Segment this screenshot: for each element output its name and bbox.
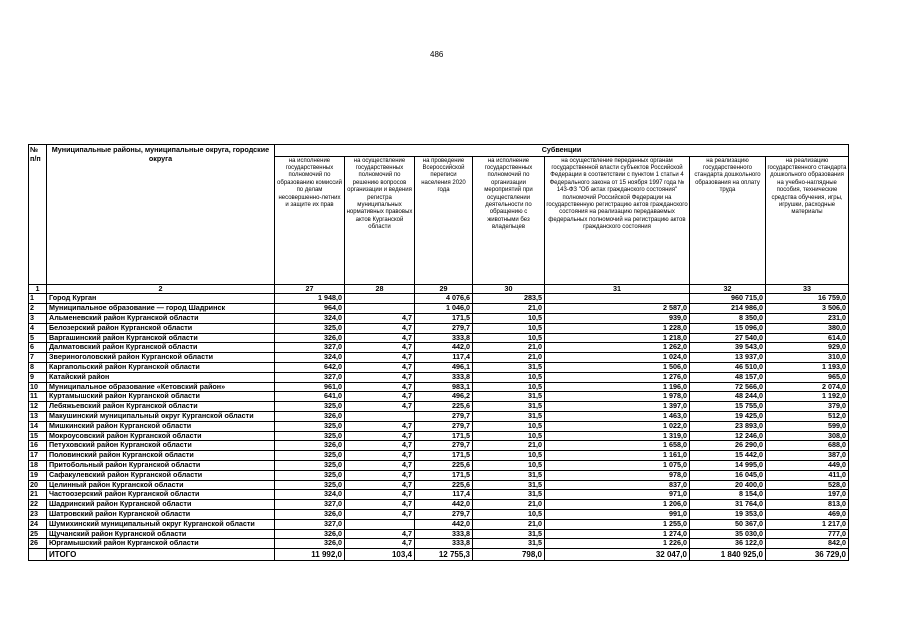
value-cell: 326,0 [275,529,345,539]
value-cell: 10,5 [473,509,545,519]
value-cell: 4,7 [345,470,415,480]
value-cell: 325,0 [275,470,345,480]
value-cell: 325,0 [275,451,345,461]
value-cell: 48 157,0 [690,372,766,382]
value-cell: 279,7 [415,411,473,421]
value-cell: 961,0 [275,382,345,392]
value-cell: 326,0 [275,441,345,451]
value-cell: 10,5 [473,323,545,333]
value-cell: 642,0 [275,362,345,372]
total-value: 1 840 925,0 [690,549,766,561]
row-number: 21 [29,490,47,500]
value-cell: 14 995,0 [690,460,766,470]
value-cell: 21,0 [473,441,545,451]
table-row [29,372,849,382]
value-cell: 2 074,0 [766,382,849,392]
column-numbers-row [29,284,849,294]
column-number: 33 [766,284,849,294]
table-row [29,470,849,480]
value-cell: 35 030,0 [690,529,766,539]
value-cell: 4,7 [345,372,415,382]
value-cell: 1 276,0 [545,372,690,382]
value-cell: 1 075,0 [545,460,690,470]
value-cell: 117,4 [415,353,473,363]
municipality-name: Шумихинский муниципальный округ Курганской области [47,519,275,529]
municipality-name: Петуховский район Курганской области [47,441,275,451]
value-cell: 449,0 [766,460,849,470]
value-cell: 225,6 [415,402,473,412]
value-cell [345,294,415,304]
municipality-name: Далматовский район Курганской области [47,343,275,353]
municipality-name: Юргамышский район Курганской области [47,539,275,549]
value-cell: 15 755,0 [690,402,766,412]
value-cell: 469,0 [766,509,849,519]
value-cell: 3 506,0 [766,304,849,314]
value-cell: 326,0 [275,539,345,549]
value-cell: 27 540,0 [690,333,766,343]
table-row [29,490,849,500]
column-number: 1 [29,284,47,294]
value-cell: 326,0 [275,411,345,421]
municipality-name: Город Курган [47,294,275,304]
value-cell: 225,6 [415,480,473,490]
column-number: 29 [415,284,473,294]
value-cell: 19 425,0 [690,411,766,421]
row-number: 1 [29,294,47,304]
total-value: 12 755,3 [415,549,473,561]
value-cell: 379,0 [766,402,849,412]
row-number: 2 [29,304,47,314]
row-number: 23 [29,509,47,519]
value-cell: 324,0 [275,313,345,323]
value-cell: 31 764,0 [690,500,766,510]
value-cell: 1 193,0 [766,362,849,372]
header-subcol: на осуществление переданных органам государственной власти субъектов Российской Федерации в соответствии с пунктом 1 статьи 4 Федерального закона от 15 ноября 1997 года № 143-ФЗ "Об актах гражданского состояния" полномочий Российской Федерации на государственную регистрацию актов гражданского состояния на реализацию передаваемых федеральных полномочий на регистрацию актов гражданского состояния [545,156,690,284]
value-cell: 939,0 [545,313,690,323]
value-cell: 777,0 [766,529,849,539]
value-cell: 929,0 [766,343,849,353]
value-cell: 21,0 [473,519,545,529]
value-cell: 1 024,0 [545,353,690,363]
value-cell: 324,0 [275,353,345,363]
value-cell: 528,0 [766,480,849,490]
value-cell: 26 290,0 [690,441,766,451]
total-value: 36 729,0 [766,549,849,561]
value-cell: 4,7 [345,313,415,323]
row-number: 25 [29,529,47,539]
value-cell: 10,5 [473,451,545,461]
header-subcol: на реализацию государственного стандарта дошкольного образования на оплату труда [690,156,766,284]
total-row [29,549,849,561]
value-cell: 333,8 [415,333,473,343]
row-number: 15 [29,431,47,441]
table-row [29,333,849,343]
value-cell: 31,5 [473,392,545,402]
municipality-name: Целинный район Курганской области [47,480,275,490]
table-row [29,402,849,412]
municipality-name: Варгашинский район Курганской области [47,333,275,343]
total-label: ИТОГО [47,549,275,561]
municipality-name: Куртамышский район Курганской области [47,392,275,402]
table-row [29,362,849,372]
total-value: 103,4 [345,549,415,561]
value-cell: 4,7 [345,431,415,441]
value-cell: 31,5 [473,411,545,421]
value-cell: 1 206,0 [545,500,690,510]
value-cell: 1 463,0 [545,411,690,421]
value-cell: 21,0 [473,500,545,510]
row-number: 19 [29,470,47,480]
header-subcol: на реализацию государственного стандарта дошкольного образования на учебно-наглядные пособия, технические средства обучения, игры, игрушки, расходные материалы [766,156,849,284]
value-cell: 978,0 [545,470,690,480]
value-cell: 19 353,0 [690,509,766,519]
value-cell: 327,0 [275,343,345,353]
value-cell: 326,0 [275,509,345,519]
municipality-name: Мокроусовский район Курганской области [47,431,275,441]
value-cell: 4,7 [345,392,415,402]
value-cell: 991,0 [545,509,690,519]
value-cell: 12 246,0 [690,431,766,441]
value-cell: 4,7 [345,480,415,490]
value-cell: 171,5 [415,470,473,480]
header-subcol: на исполнение государственных полномочий по образованию комиссий по делам несовершенно-летних и защите их прав [275,156,345,284]
value-cell: 813,0 [766,500,849,510]
table-row [29,509,849,519]
value-cell: 512,0 [766,411,849,421]
value-cell: 325,0 [275,460,345,470]
row-number: 17 [29,451,47,461]
column-number: 32 [690,284,766,294]
value-cell: 442,0 [415,343,473,353]
value-cell: 21,0 [473,343,545,353]
municipality-name: Муниципальное образование — город Шадринск [47,304,275,314]
municipality-name: Макушинский муниципальный округ Курганской области [47,411,275,421]
value-cell: 4,7 [345,382,415,392]
value-cell: 837,0 [545,480,690,490]
value-cell: 1 978,0 [545,392,690,402]
value-cell: 1 161,0 [545,451,690,461]
value-cell: 310,0 [766,353,849,363]
value-cell: 2 587,0 [545,304,690,314]
municipality-name: Частоозерский район Курганской области [47,490,275,500]
row-number: 24 [29,519,47,529]
value-cell: 48 244,0 [690,392,766,402]
value-cell: 326,0 [275,333,345,343]
value-cell: 31,5 [473,402,545,412]
column-number: 27 [275,284,345,294]
row-number: 6 [29,343,47,353]
value-cell: 333,8 [415,539,473,549]
value-cell: 4,7 [345,539,415,549]
municipality-name: Каргапольский район Курганской области [47,362,275,372]
value-cell [345,519,415,529]
value-cell: 4,7 [345,451,415,461]
row-number: 16 [29,441,47,451]
value-cell: 325,0 [275,431,345,441]
value-cell: 4,7 [345,529,415,539]
value-cell: 325,0 [275,480,345,490]
value-cell: 1 948,0 [275,294,345,304]
total-value: 32 047,0 [545,549,690,561]
value-cell: 31,5 [473,470,545,480]
table-row [29,500,849,510]
header-subcol: на проведение Всероссийской переписи населения 2020 года [415,156,473,284]
municipality-name: Шатровский район Курганской области [47,509,275,519]
value-cell: 15 096,0 [690,323,766,333]
value-cell: 496,1 [415,362,473,372]
table-row [29,460,849,470]
value-cell: 308,0 [766,431,849,441]
value-cell: 4,7 [345,460,415,470]
header-subcol: на осуществление государственных полномочий по решению вопросов организации и ведения регистра муниципальных нормативных правовых актов Курганской области [345,156,415,284]
table-row [29,421,849,431]
table-row [29,382,849,392]
value-cell: 31,5 [473,539,545,549]
table-row [29,411,849,421]
value-cell: 214 986,0 [690,304,766,314]
value-cell: 46 510,0 [690,362,766,372]
value-cell: 1 506,0 [545,362,690,372]
value-cell: 50 367,0 [690,519,766,529]
value-cell: 842,0 [766,539,849,549]
value-cell: 13 937,0 [690,353,766,363]
value-cell: 325,0 [275,402,345,412]
value-cell: 10,5 [473,313,545,323]
subventions-table [28,144,849,561]
value-cell: 688,0 [766,441,849,451]
value-cell: 171,5 [415,313,473,323]
municipality-name: Звериноголовский район Курганской области [47,353,275,363]
value-cell: 1 319,0 [545,431,690,441]
table-row [29,353,849,363]
value-cell: 327,0 [275,519,345,529]
value-cell: 1 218,0 [545,333,690,343]
value-cell: 983,1 [415,382,473,392]
value-cell: 324,0 [275,490,345,500]
table-row [29,539,849,549]
value-cell: 4,7 [345,353,415,363]
row-number: 26 [29,539,47,549]
table-row [29,392,849,402]
value-cell: 10,5 [473,460,545,470]
municipality-name: Притобольный район Курганской области [47,460,275,470]
value-cell: 21,0 [473,304,545,314]
value-cell: 279,7 [415,323,473,333]
value-cell: 1 192,0 [766,392,849,402]
value-cell: 325,0 [275,323,345,333]
row-number: 8 [29,362,47,372]
value-cell: 10,5 [473,382,545,392]
value-cell: 442,0 [415,519,473,529]
value-cell: 10,5 [473,421,545,431]
row-number: 3 [29,313,47,323]
value-cell: 327,0 [275,372,345,382]
value-cell: 442,0 [415,500,473,510]
value-cell: 117,4 [415,490,473,500]
value-cell: 1 226,0 [545,539,690,549]
value-cell: 31,5 [473,490,545,500]
table-row [29,304,849,314]
row-number: 13 [29,411,47,421]
value-cell [345,304,415,314]
row-number: 4 [29,323,47,333]
value-cell: 965,0 [766,372,849,382]
value-cell: 4,7 [345,490,415,500]
value-cell: 283,5 [473,294,545,304]
value-cell: 15 442,0 [690,451,766,461]
row-number: 9 [29,372,47,382]
row-number: 12 [29,402,47,412]
row-number: 7 [29,353,47,363]
value-cell: 964,0 [275,304,345,314]
total-value: 798,0 [473,549,545,561]
table-row [29,529,849,539]
table-row [29,441,849,451]
header-municipality: Муниципальные районы, муниципальные округа, городские округа [47,145,275,285]
value-cell: 614,0 [766,333,849,343]
value-cell: 971,0 [545,490,690,500]
municipality-name: Катайский район [47,372,275,382]
value-cell: 72 566,0 [690,382,766,392]
value-cell: 1 022,0 [545,421,690,431]
column-number: 31 [545,284,690,294]
value-cell: 4,7 [345,441,415,451]
value-cell: 4,7 [345,509,415,519]
municipality-name: Лебяжьевский район Курганской области [47,402,275,412]
value-cell: 4,7 [345,343,415,353]
value-cell: 1 274,0 [545,529,690,539]
value-cell: 4 076,6 [415,294,473,304]
municipality-name: Белозерский район Курганской области [47,323,275,333]
row-number: 22 [29,500,47,510]
table-row [29,343,849,353]
value-cell: 333,8 [415,372,473,382]
value-cell: 496,2 [415,392,473,402]
row-number: 20 [29,480,47,490]
row-number: 14 [29,421,47,431]
value-cell: 231,0 [766,313,849,323]
value-cell: 197,0 [766,490,849,500]
value-cell: 641,0 [275,392,345,402]
row-number: 18 [29,460,47,470]
value-cell: 960 715,0 [690,294,766,304]
value-cell: 1 255,0 [545,519,690,529]
value-cell: 1 262,0 [545,343,690,353]
municipality-name: Шадринский район Курганской области [47,500,275,510]
value-cell: 325,0 [275,421,345,431]
value-cell: 4,7 [345,362,415,372]
value-cell: 279,7 [415,441,473,451]
value-cell: 4,7 [345,500,415,510]
value-cell: 8 350,0 [690,313,766,323]
value-cell: 31,5 [473,362,545,372]
value-cell: 4,7 [345,333,415,343]
value-cell: 10,5 [473,431,545,441]
value-cell: 10,5 [473,333,545,343]
value-cell: 1 217,0 [766,519,849,529]
value-cell: 20 400,0 [690,480,766,490]
municipality-name: Мишкинский район Курганской области [47,421,275,431]
municipality-name: Альменевский район Курганской области [47,313,275,323]
table-row [29,323,849,333]
table-row [29,480,849,490]
value-cell [345,411,415,421]
value-cell: 4,7 [345,421,415,431]
table-row [29,294,849,304]
value-cell: 387,0 [766,451,849,461]
header-subventions: Субвенции [275,145,849,157]
value-cell: 225,6 [415,460,473,470]
municipality-name: Щучанский район Курганской области [47,529,275,539]
value-cell: 39 543,0 [690,343,766,353]
value-cell: 279,7 [415,421,473,431]
table-row [29,431,849,441]
value-cell: 16 045,0 [690,470,766,480]
value-cell: 1 228,0 [545,323,690,333]
value-cell [545,294,690,304]
value-cell: 1 196,0 [545,382,690,392]
value-cell: 380,0 [766,323,849,333]
row-number: 5 [29,333,47,343]
column-number: 2 [47,284,275,294]
value-cell: 4,7 [345,323,415,333]
column-number: 30 [473,284,545,294]
column-number: 28 [345,284,415,294]
value-cell: 21,0 [473,353,545,363]
table-row [29,519,849,529]
municipality-name: Сафакулевский район Курганской области [47,470,275,480]
value-cell: 31,5 [473,480,545,490]
header-number: № п/п [29,145,47,285]
value-cell: 23 893,0 [690,421,766,431]
value-cell: 8 154,0 [690,490,766,500]
value-cell: 36 122,0 [690,539,766,549]
table-row [29,451,849,461]
page-number: 486 [430,50,444,59]
total-index-cell [29,549,47,561]
municipality-name: Муниципальное образование «Кетовский район» [47,382,275,392]
value-cell: 171,5 [415,431,473,441]
value-cell: 4,7 [345,402,415,412]
row-number: 11 [29,392,47,402]
value-cell: 10,5 [473,372,545,382]
table-row [29,313,849,323]
value-cell: 599,0 [766,421,849,431]
municipality-name: Половинский район Курганской области [47,451,275,461]
value-cell: 171,5 [415,451,473,461]
value-cell: 31,5 [473,529,545,539]
value-cell: 1 658,0 [545,441,690,451]
total-value: 11 992,0 [275,549,345,561]
header-subcol: на исполнение государственных полномочий по организации мероприятий при осуществлении деятельности по обращению с животными без владельцев [473,156,545,284]
value-cell: 333,8 [415,529,473,539]
row-number: 10 [29,382,47,392]
value-cell: 16 759,0 [766,294,849,304]
value-cell: 327,0 [275,500,345,510]
value-cell: 279,7 [415,509,473,519]
value-cell: 1 046,0 [415,304,473,314]
value-cell: 1 397,0 [545,402,690,412]
value-cell: 411,0 [766,470,849,480]
